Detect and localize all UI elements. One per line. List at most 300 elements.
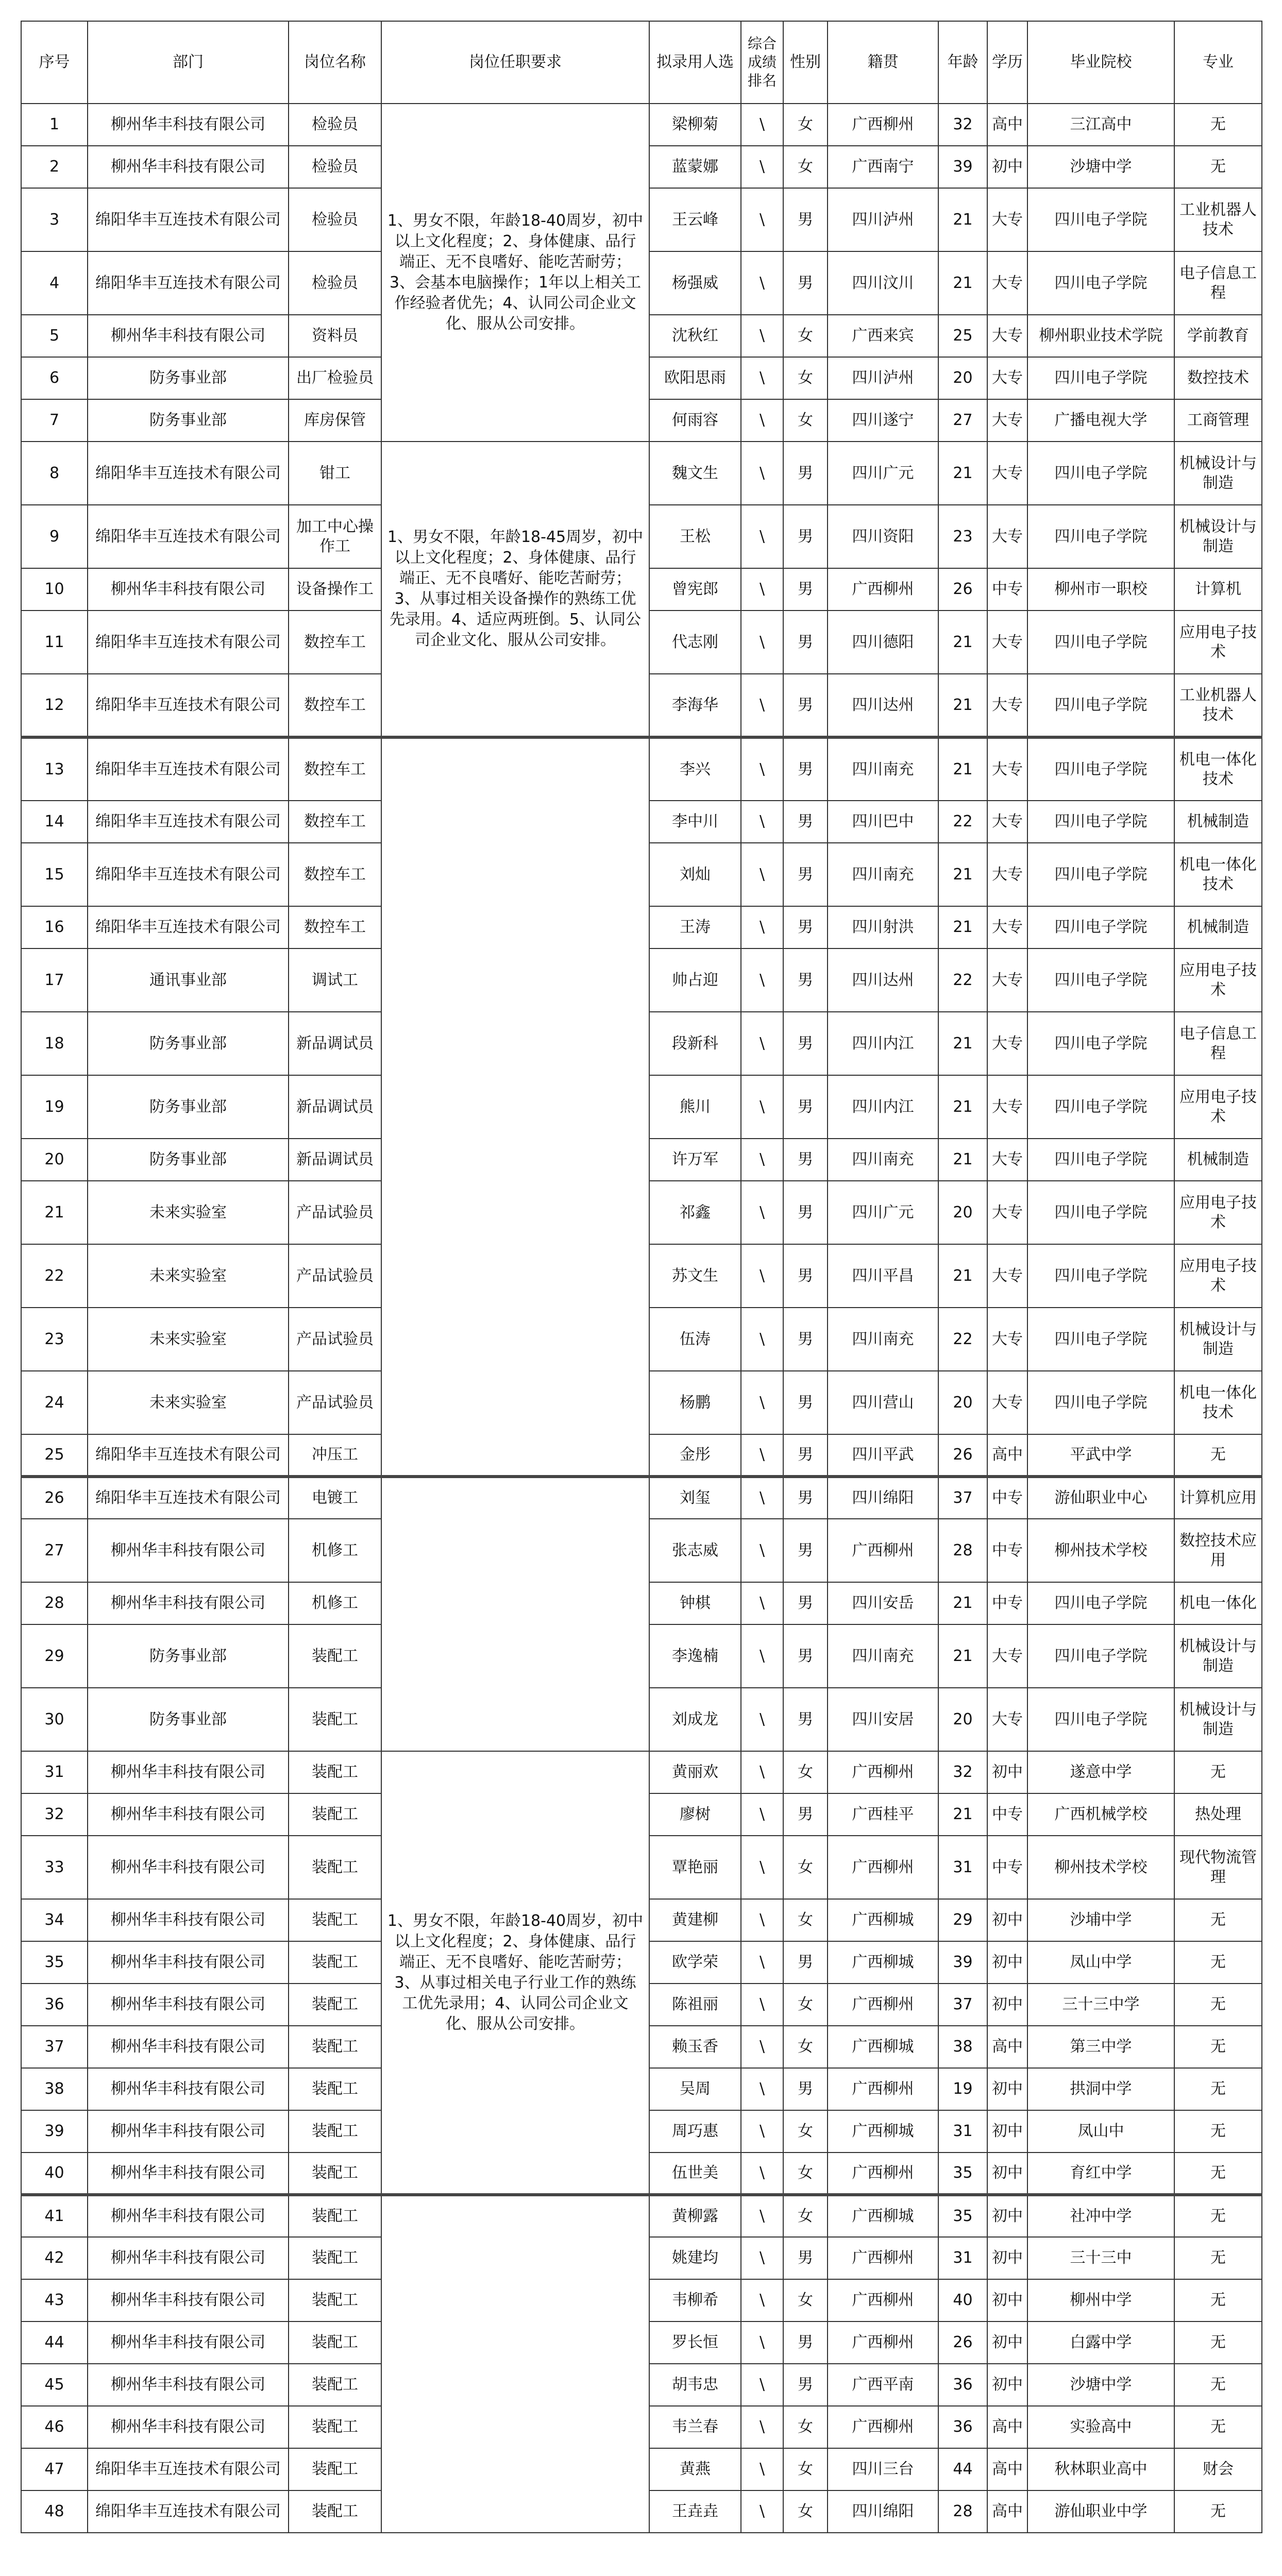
cell-col-candidate: 李海华 [649,674,741,737]
header-col-origin: 籍贯 [828,21,938,104]
cell-col-major: 无 [1174,2237,1262,2279]
cell-col-rank: \ [741,1836,783,1899]
cell-col-rank: \ [741,2195,783,2237]
table-row [21,1477,1262,1519]
cell-col-major: 电子信息工程 [1174,1012,1262,1075]
cell-col-major: 应用电子技术 [1174,948,1262,1012]
cell-col-candidate: 黄柳露 [649,2195,741,2237]
cell-col-school: 四川电子学院 [1027,188,1174,251]
cell-col-index: 1 [21,104,88,146]
cell-col-rank: \ [741,1941,783,1984]
cell-col-major: 机械设计与制造 [1174,442,1262,505]
cell-col-index: 13 [21,737,88,801]
cell-col-school: 四川电子学院 [1027,843,1174,906]
cell-col-age: 21 [938,1582,987,1624]
header-col-education: 学历 [987,21,1027,104]
cell-col-school: 第三中学 [1027,2026,1174,2068]
cell-col-school: 柳州市一职校 [1027,568,1174,611]
cell-col-department: 柳州华丰科技有限公司 [88,1941,289,1984]
cell-col-major: 无 [1174,2490,1262,2533]
cell-col-major: 应用电子技术 [1174,1075,1262,1139]
cell-col-origin: 四川广元 [828,1181,938,1244]
cell-col-rank: \ [741,2490,783,2533]
cell-col-origin: 四川绵阳 [828,1477,938,1519]
cell-col-index: 20 [21,1139,88,1181]
cell-col-candidate: 周巧惠 [649,2110,741,2153]
cell-col-origin: 四川南充 [828,737,938,801]
cell-col-rank: \ [741,1519,783,1582]
cell-col-position: 装配工 [289,1941,381,1984]
cell-col-education: 大专 [987,442,1027,505]
cell-col-school: 四川电子学院 [1027,1308,1174,1371]
cell-col-origin: 四川达州 [828,948,938,1012]
cell-col-department: 绵阳华丰互连技术有限公司 [88,674,289,737]
cell-col-candidate: 胡韦忠 [649,2364,741,2406]
cell-col-index: 26 [21,1477,88,1519]
cell-col-rank: \ [741,2153,783,2195]
cell-col-education: 大专 [987,1308,1027,1371]
cell-col-school: 实验高中 [1027,2406,1174,2448]
requirements-cell: 1、男女不限，年龄18-40周岁，初中以上文化程度；2、身体健康、品行端正、无不良嗜好、能吃苦耐劳；3、会基本电脑操作；1年以上相关工作经验者优先；4、认同公司企业文化、服从公司安排。 [381,104,649,442]
cell-col-school: 游仙职业中心 [1027,1477,1174,1519]
cell-col-major: 无 [1174,1941,1262,1984]
cell-col-origin: 广西柳州 [828,2153,938,2195]
cell-col-candidate: 杨鹏 [649,1371,741,1434]
cell-col-school: 柳州技术学校 [1027,1519,1174,1582]
cell-col-age: 21 [938,188,987,251]
cell-col-major: 机械设计与制造 [1174,1624,1262,1688]
cell-col-index: 14 [21,801,88,843]
cell-col-position: 新品调试员 [289,1012,381,1075]
cell-col-candidate: 刘灿 [649,843,741,906]
cell-col-gender: 女 [783,2279,828,2321]
cell-col-education: 大专 [987,737,1027,801]
cell-col-age: 21 [938,1793,987,1836]
cell-col-rank: \ [741,146,783,188]
cell-col-school: 四川电子学院 [1027,737,1174,801]
cell-col-origin: 四川三台 [828,2448,938,2490]
cell-col-gender: 男 [783,611,828,674]
cell-col-position: 检验员 [289,188,381,251]
cell-col-age: 20 [938,1371,987,1434]
cell-col-position: 装配工 [289,2321,381,2364]
cell-col-school: 四川电子学院 [1027,1139,1174,1181]
cell-col-origin: 四川泸州 [828,357,938,399]
cell-col-education: 初中 [987,2321,1027,2364]
cell-col-position: 装配工 [289,2195,381,2237]
cell-col-gender: 男 [783,2068,828,2110]
header-col-gender: 性别 [783,21,828,104]
cell-col-age: 20 [938,1181,987,1244]
cell-col-position: 装配工 [289,2237,381,2279]
cell-col-position: 检验员 [289,104,381,146]
cell-col-education: 大专 [987,1075,1027,1139]
cell-col-origin: 四川南充 [828,843,938,906]
cell-col-origin: 四川资阳 [828,505,938,568]
cell-col-age: 31 [938,2237,987,2279]
cell-col-origin: 四川南充 [828,1308,938,1371]
cell-col-school: 凤山中 [1027,2110,1174,2153]
cell-col-origin: 广西柳州 [828,104,938,146]
cell-col-education: 大专 [987,948,1027,1012]
cell-col-candidate: 韦柳希 [649,2279,741,2321]
cell-col-department: 柳州华丰科技有限公司 [88,1984,289,2026]
cell-col-education: 大专 [987,1244,1027,1308]
cell-col-education: 大专 [987,1624,1027,1688]
cell-col-school: 四川电子学院 [1027,1244,1174,1308]
cell-col-candidate: 黄丽欢 [649,1751,741,1793]
cell-col-department: 绵阳华丰互连技术有限公司 [88,611,289,674]
cell-col-index: 32 [21,1793,88,1836]
cell-col-education: 高中 [987,2448,1027,2490]
cell-col-department: 绵阳华丰互连技术有限公司 [88,2448,289,2490]
cell-col-position: 装配工 [289,2068,381,2110]
cell-col-major: 机械设计与制造 [1174,1308,1262,1371]
cell-col-age: 39 [938,1941,987,1984]
cell-col-major: 机电一体化技术 [1174,843,1262,906]
cell-col-major: 无 [1174,2110,1262,2153]
cell-col-department: 绵阳华丰互连技术有限公司 [88,737,289,801]
cell-col-index: 33 [21,1836,88,1899]
cell-col-gender: 女 [783,1836,828,1899]
cell-col-department: 防务事业部 [88,1012,289,1075]
cell-col-department: 柳州华丰科技有限公司 [88,2153,289,2195]
cell-col-position: 装配工 [289,1899,381,1941]
cell-col-candidate: 许万军 [649,1139,741,1181]
cell-col-gender: 女 [783,2195,828,2237]
cell-col-school: 四川电子学院 [1027,611,1174,674]
cell-col-department: 未来实验室 [88,1244,289,1308]
cell-col-gender: 女 [783,2026,828,2068]
cell-col-origin: 广西柳城 [828,1899,938,1941]
cell-col-major: 无 [1174,1434,1262,1477]
cell-col-candidate: 沈秋红 [649,315,741,357]
cell-col-origin: 广西南宁 [828,146,938,188]
cell-col-origin: 四川安岳 [828,1582,938,1624]
cell-col-department: 柳州华丰科技有限公司 [88,1793,289,1836]
cell-col-candidate: 熊川 [649,1075,741,1139]
cell-col-index: 46 [21,2406,88,2448]
cell-col-candidate: 王松 [649,505,741,568]
cell-col-department: 柳州华丰科技有限公司 [88,104,289,146]
cell-col-gender: 男 [783,1244,828,1308]
cell-col-gender: 男 [783,1477,828,1519]
cell-col-origin: 广西柳城 [828,1941,938,1984]
cell-col-major: 无 [1174,2068,1262,2110]
cell-col-candidate: 蓝蒙娜 [649,146,741,188]
table-row [21,737,1262,801]
cell-col-age: 31 [938,1836,987,1899]
cell-col-rank: \ [741,1688,783,1751]
cell-col-major: 无 [1174,2195,1262,2237]
cell-col-rank: \ [741,2237,783,2279]
cell-col-gender: 男 [783,1519,828,1582]
cell-col-position: 数控车工 [289,737,381,801]
cell-col-index: 45 [21,2364,88,2406]
cell-col-education: 初中 [987,2195,1027,2237]
cell-col-age: 36 [938,2364,987,2406]
cell-col-origin: 广西柳州 [828,2321,938,2364]
cell-col-age: 21 [938,1012,987,1075]
table-header-row [21,21,1262,104]
cell-col-origin: 四川达州 [828,674,938,737]
header-col-candidate: 拟录用人选 [649,21,741,104]
cell-col-major: 无 [1174,1751,1262,1793]
cell-col-education: 高中 [987,1434,1027,1477]
cell-col-school: 三十三中学 [1027,1984,1174,2026]
cell-col-candidate: 刘玺 [649,1477,741,1519]
cell-col-gender: 男 [783,2364,828,2406]
cell-col-major: 机械制造 [1174,1139,1262,1181]
cell-col-index: 4 [21,251,88,315]
cell-col-age: 26 [938,2321,987,2364]
cell-col-candidate: 魏文生 [649,442,741,505]
cell-col-candidate: 张志威 [649,1519,741,1582]
cell-col-department: 绵阳华丰互连技术有限公司 [88,906,289,948]
cell-col-position: 数控车工 [289,801,381,843]
cell-col-position: 装配工 [289,2406,381,2448]
cell-col-school: 秋林职业高中 [1027,2448,1174,2490]
cell-col-education: 初中 [987,2068,1027,2110]
cell-col-age: 38 [938,2026,987,2068]
cell-col-origin: 四川绵阳 [828,2490,938,2533]
cell-col-major: 无 [1174,146,1262,188]
cell-col-school: 柳州中学 [1027,2279,1174,2321]
cell-col-major: 现代物流管理 [1174,1836,1262,1899]
cell-col-school: 遂意中学 [1027,1751,1174,1793]
cell-col-position: 数控车工 [289,843,381,906]
cell-col-school: 育红中学 [1027,2153,1174,2195]
cell-col-department: 柳州华丰科技有限公司 [88,2406,289,2448]
cell-col-major: 学前教育 [1174,315,1262,357]
cell-col-gender: 男 [783,251,828,315]
cell-col-department: 柳州华丰科技有限公司 [88,2195,289,2237]
cell-col-rank: \ [741,1075,783,1139]
cell-col-school: 社冲中学 [1027,2195,1174,2237]
cell-col-age: 19 [938,2068,987,2110]
cell-col-school: 四川电子学院 [1027,357,1174,399]
cell-col-position: 电镀工 [289,1477,381,1519]
cell-col-rank: \ [741,104,783,146]
cell-col-position: 库房保管 [289,399,381,442]
cell-col-education: 大专 [987,505,1027,568]
cell-col-age: 21 [938,442,987,505]
cell-col-school: 四川电子学院 [1027,801,1174,843]
cell-col-department: 柳州华丰科技有限公司 [88,2279,289,2321]
cell-col-major: 无 [1174,104,1262,146]
cell-col-position: 数控车工 [289,674,381,737]
cell-col-school: 广西机械学校 [1027,1793,1174,1836]
cell-col-gender: 男 [783,1688,828,1751]
cell-col-department: 柳州华丰科技有限公司 [88,2068,289,2110]
cell-col-origin: 四川广元 [828,442,938,505]
cell-col-gender: 女 [783,2153,828,2195]
cell-col-education: 初中 [987,2237,1027,2279]
requirements-cell [381,1477,649,1751]
cell-col-rank: \ [741,1477,783,1519]
cell-col-department: 柳州华丰科技有限公司 [88,315,289,357]
cell-col-rank: \ [741,843,783,906]
cell-col-origin: 广西柳州 [828,1836,938,1899]
cell-col-position: 装配工 [289,2364,381,2406]
cell-col-school: 三江高中 [1027,104,1174,146]
cell-col-position: 产品试验员 [289,1181,381,1244]
header-col-index: 序号 [21,21,88,104]
cell-col-major: 无 [1174,1899,1262,1941]
cell-col-department: 柳州华丰科技有限公司 [88,2364,289,2406]
header-col-school: 毕业院校 [1027,21,1174,104]
cell-col-rank: \ [741,1624,783,1688]
cell-col-candidate: 欧学荣 [649,1941,741,1984]
cell-col-position: 装配工 [289,1793,381,1836]
cell-col-major: 机电一体化技术 [1174,1371,1262,1434]
cell-col-position: 资料员 [289,315,381,357]
cell-col-education: 大专 [987,843,1027,906]
cell-col-index: 34 [21,1899,88,1941]
cell-col-major: 机械设计与制造 [1174,505,1262,568]
cell-col-gender: 男 [783,1624,828,1688]
table-row [21,2195,1262,2237]
cell-col-rank: \ [741,801,783,843]
cell-col-origin: 广西柳城 [828,2195,938,2237]
cell-col-origin: 四川南充 [828,1624,938,1688]
cell-col-origin: 广西柳州 [828,1519,938,1582]
cell-col-age: 22 [938,948,987,1012]
cell-col-department: 防务事业部 [88,1139,289,1181]
cell-col-candidate: 帅占迎 [649,948,741,1012]
cell-col-major: 机械制造 [1174,801,1262,843]
cell-col-school: 拱洞中学 [1027,2068,1174,2110]
table-row [21,104,1262,146]
cell-col-gender: 男 [783,674,828,737]
cell-col-gender: 女 [783,1899,828,1941]
cell-col-origin: 四川营山 [828,1371,938,1434]
cell-col-index: 38 [21,2068,88,2110]
cell-col-department: 柳州华丰科技有限公司 [88,1582,289,1624]
cell-col-index: 23 [21,1308,88,1371]
cell-col-index: 44 [21,2321,88,2364]
cell-col-gender: 男 [783,1012,828,1075]
cell-col-school: 游仙职业中学 [1027,2490,1174,2533]
cell-col-education: 初中 [987,1899,1027,1941]
cell-col-gender: 女 [783,2490,828,2533]
cell-col-department: 柳州华丰科技有限公司 [88,2321,289,2364]
cell-col-major: 应用电子技术 [1174,611,1262,674]
cell-col-index: 8 [21,442,88,505]
cell-col-rank: \ [741,442,783,505]
header-col-position: 岗位名称 [289,21,381,104]
cell-col-school: 四川电子学院 [1027,674,1174,737]
cell-col-school: 广播电视大学 [1027,399,1174,442]
cell-col-position: 检验员 [289,251,381,315]
cell-col-major: 财会 [1174,2448,1262,2490]
cell-col-position: 新品调试员 [289,1139,381,1181]
cell-col-rank: \ [741,2279,783,2321]
cell-col-index: 3 [21,188,88,251]
cell-col-department: 柳州华丰科技有限公司 [88,2026,289,2068]
cell-col-gender: 男 [783,801,828,843]
cell-col-age: 35 [938,2195,987,2237]
cell-col-candidate: 李逸楠 [649,1624,741,1688]
cell-col-education: 大专 [987,1139,1027,1181]
cell-col-rank: \ [741,505,783,568]
cell-col-rank: \ [741,251,783,315]
cell-col-gender: 女 [783,2110,828,2153]
cell-col-age: 21 [938,737,987,801]
cell-col-gender: 女 [783,104,828,146]
cell-col-origin: 四川安居 [828,1688,938,1751]
cell-col-gender: 男 [783,188,828,251]
cell-col-education: 大专 [987,357,1027,399]
cell-col-rank: \ [741,2448,783,2490]
cell-col-index: 37 [21,2026,88,2068]
cell-col-department: 柳州华丰科技有限公司 [88,1519,289,1582]
cell-col-major: 工业机器人技术 [1174,188,1262,251]
cell-col-department: 绵阳华丰互连技术有限公司 [88,2490,289,2533]
cell-col-position: 钳工 [289,442,381,505]
cell-col-age: 29 [938,1899,987,1941]
cell-col-age: 21 [938,251,987,315]
cell-col-major: 数控技术 [1174,357,1262,399]
cell-col-major: 计算机 [1174,568,1262,611]
cell-col-origin: 四川内江 [828,1012,938,1075]
cell-col-index: 29 [21,1624,88,1688]
cell-col-index: 41 [21,2195,88,2237]
cell-col-rank: \ [741,568,783,611]
cell-col-age: 21 [938,1244,987,1308]
cell-col-age: 32 [938,104,987,146]
cell-col-gender: 男 [783,1434,828,1477]
cell-col-age: 21 [938,674,987,737]
cell-col-index: 6 [21,357,88,399]
cell-col-gender: 男 [783,948,828,1012]
cell-col-school: 沙埔中学 [1027,1899,1174,1941]
cell-col-candidate: 祁鑫 [649,1181,741,1244]
cell-col-department: 绵阳华丰互连技术有限公司 [88,188,289,251]
cell-col-candidate: 李中川 [649,801,741,843]
cell-col-index: 17 [21,948,88,1012]
cell-col-education: 大专 [987,188,1027,251]
cell-col-candidate: 刘成龙 [649,1688,741,1751]
cell-col-index: 9 [21,505,88,568]
cell-col-rank: \ [741,948,783,1012]
cell-col-department: 柳州华丰科技有限公司 [88,2110,289,2153]
cell-col-department: 绵阳华丰互连技术有限公司 [88,843,289,906]
cell-col-department: 绵阳华丰互连技术有限公司 [88,1477,289,1519]
cell-col-age: 22 [938,1308,987,1371]
cell-col-education: 中专 [987,1519,1027,1582]
cell-col-age: 21 [938,906,987,948]
cell-col-age: 39 [938,146,987,188]
cell-col-position: 出厂检验员 [289,357,381,399]
cell-col-candidate: 罗长恒 [649,2321,741,2364]
cell-col-origin: 四川射洪 [828,906,938,948]
cell-col-school: 四川电子学院 [1027,1688,1174,1751]
cell-col-origin: 广西柳州 [828,568,938,611]
cell-col-age: 20 [938,1688,987,1751]
cell-col-index: 7 [21,399,88,442]
cell-col-index: 35 [21,1941,88,1984]
cell-col-position: 产品试验员 [289,1244,381,1308]
cell-col-index: 18 [21,1012,88,1075]
cell-col-rank: \ [741,357,783,399]
cell-col-position: 装配工 [289,2026,381,2068]
cell-col-rank: \ [741,1308,783,1371]
requirements-cell [381,737,649,1477]
cell-col-index: 11 [21,611,88,674]
cell-col-candidate: 金彤 [649,1434,741,1477]
cell-col-gender: 男 [783,2237,828,2279]
